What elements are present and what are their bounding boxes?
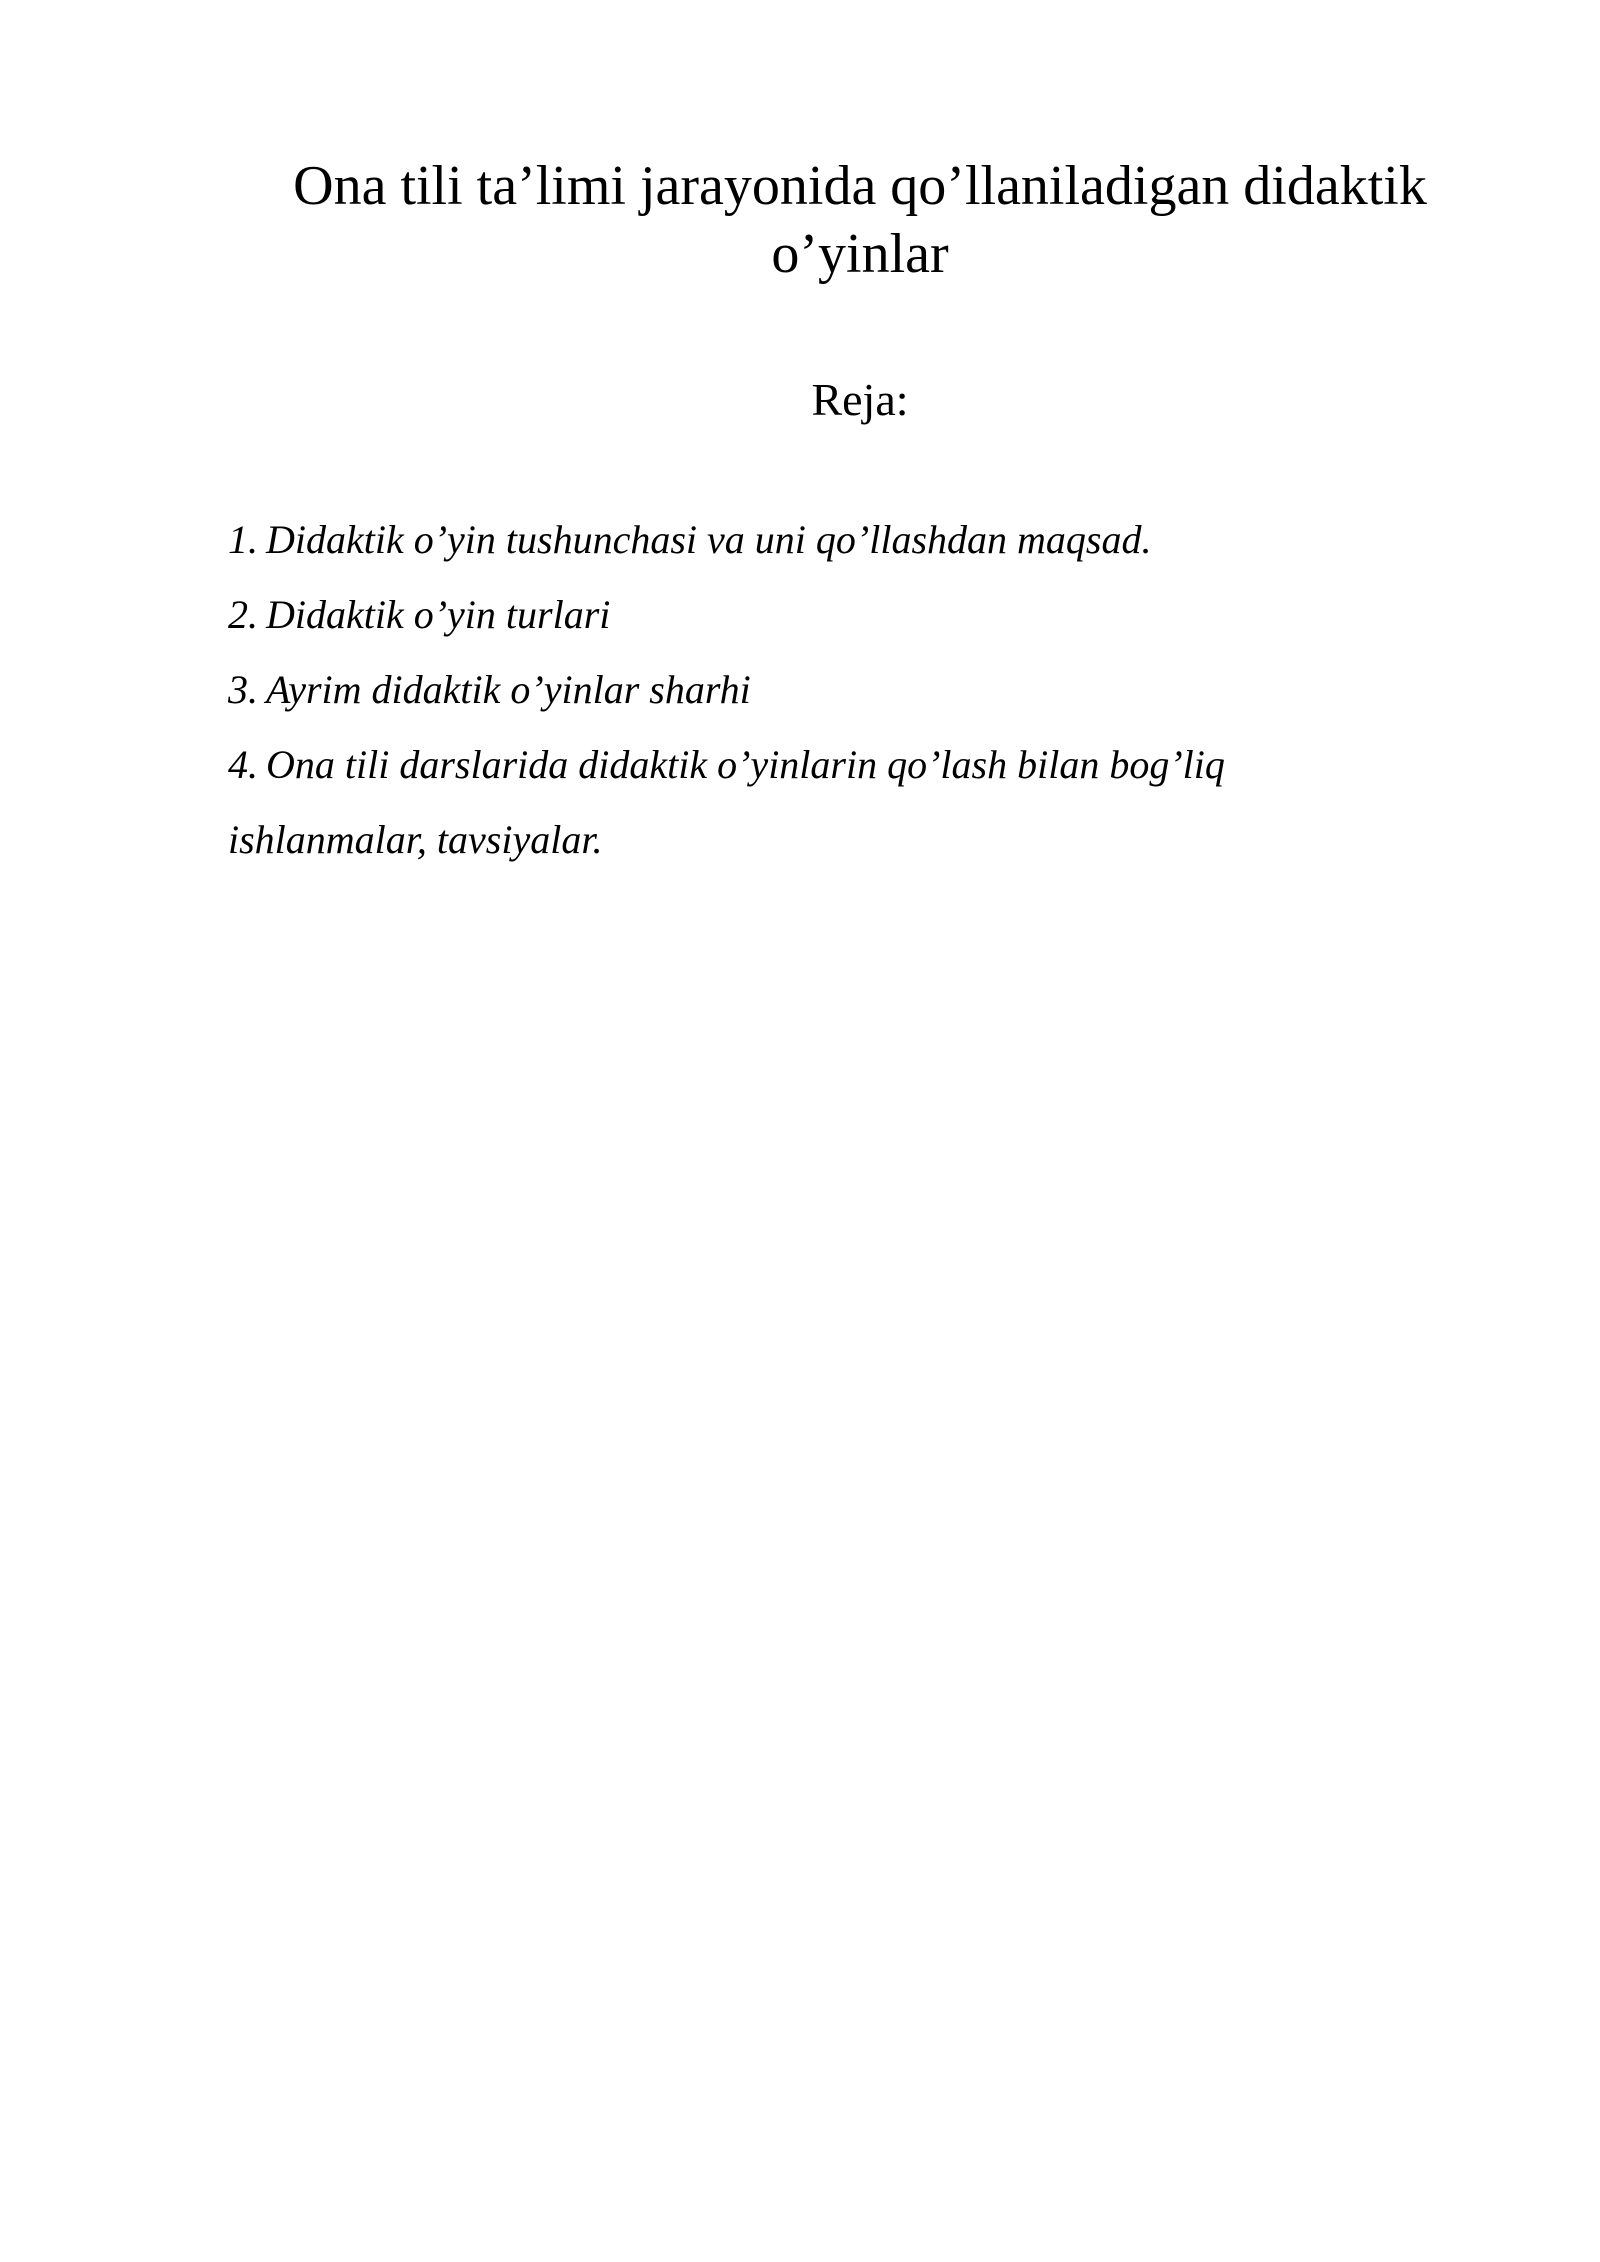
plan-item-4 bbox=[228, 727, 1388, 877]
plan-item-number: 3. bbox=[228, 667, 258, 712]
plan-item-text: Didaktik o’yin tushunchasi va uni qo’llashdan maqsad. bbox=[266, 517, 1152, 562]
document-title: Ona tili ta’limi jarayonida qo’llaniladigan didaktik o’yinlar bbox=[293, 155, 1427, 285]
plan-item-3 bbox=[228, 652, 1388, 727]
plan-item-number: 1. bbox=[228, 517, 258, 562]
plan-item-number: 4. bbox=[228, 742, 258, 787]
plan-list bbox=[228, 502, 1388, 877]
plan-item-1 bbox=[228, 502, 1388, 577]
plan-item-text: Didaktik o’yin turlari bbox=[266, 592, 611, 637]
plan-item-2 bbox=[228, 577, 1388, 652]
plan-item-text: Ayrim didaktik o’yinlar sharhi bbox=[266, 667, 751, 712]
plan-heading: Reja: bbox=[811, 374, 909, 425]
plan-item-number: 2. bbox=[228, 592, 258, 637]
plan-item-text: Ona tili darslarida didaktik o’yinlarin qo’lash bilan bog’liq ishlanmalar, tavsiyalar. bbox=[228, 742, 1225, 862]
